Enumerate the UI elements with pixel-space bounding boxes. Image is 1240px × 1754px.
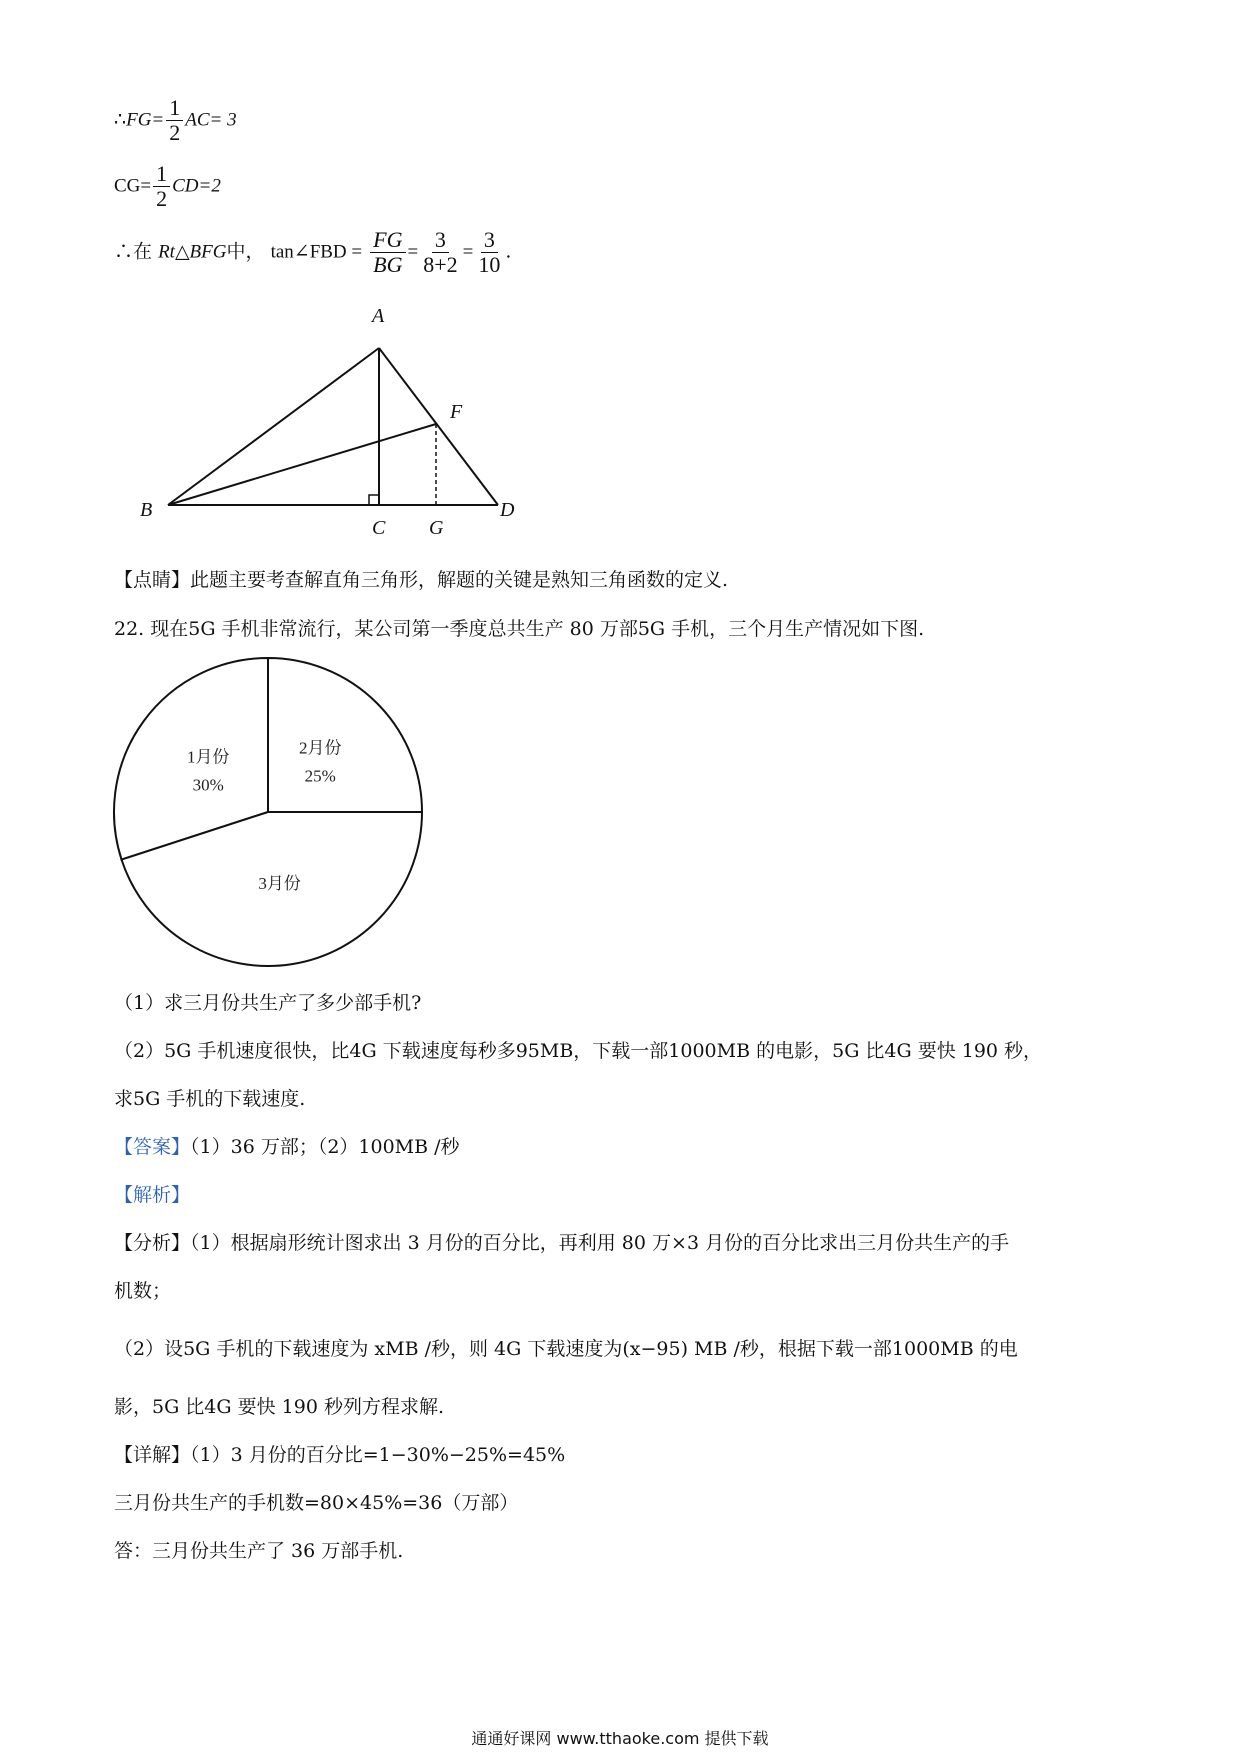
tan-function: tan∠FBD =: [270, 241, 363, 263]
fenxi-line4: 影，5G 比4G 要快 190 秒列方程求解.: [114, 1396, 444, 1418]
label-g: G: [429, 517, 444, 539]
label-c: C: [372, 517, 386, 539]
label-d: D: [500, 499, 515, 521]
xiangjie-line3: 答：三月份共生产了 36 万部手机.: [114, 1540, 404, 1562]
dianjing-text: 此题主要考查解直角三角形，解题的关键是熟知三角函数的定义.: [190, 569, 729, 591]
tan-equation: ∴在 Rt△BFG中， tan∠FBD = $\frac{FG}{BG}$ = $\frac{3}{8+2}$ = $\frac{3}{10}$ .: [114, 227, 512, 277]
label-a: A: [372, 305, 385, 327]
right-angle-mark: [369, 495, 379, 505]
triangle-name: Rt△BFG: [158, 241, 227, 263]
fg-rhs: AC= 3: [185, 109, 237, 131]
dianjing-tag: 【点睛】: [114, 569, 191, 591]
pie-slice: [268, 658, 422, 812]
fenxi-line3: （2）设5G 手机的下载速度为 xMB /秒，则 4G 下载速度为(x−95) MB /秒，根据下载一部1000MB 的电: [114, 1338, 1018, 1360]
fenxi-line1: 【分析】（1）根据扇形统计图求出 3 月份的百分比，再利用 80 万×3 月份的百分比求出三月份共生产的手: [114, 1232, 1010, 1254]
pie-slice-percent: 25%: [304, 766, 336, 786]
answer-line: [114, 1132, 460, 1159]
triangle-figure: [120, 300, 540, 550]
question-22-stem: 22. 现在5G 手机非常流行，某公司第一季度总共生产 80 万部5G 手机，三个月生产情况如下图.: [114, 618, 925, 640]
side-ad: [379, 348, 498, 505]
label-b: B: [140, 499, 153, 521]
half-fraction: $\frac{1}{2}$: [153, 162, 170, 211]
cg-rhs: CD=2: [172, 175, 221, 197]
therefore-symbol: ∴: [114, 108, 127, 131]
question-22-part2-line1: （2）5G 手机速度很快，比4G 下载速度每秒多95MB，下载一部1000MB 的电影，5G 比4G 要快 190 秒，: [114, 1040, 1043, 1062]
xiangjie-line1: 【详解】（1）3 月份的百分比=1−30%−25%=45%: [114, 1444, 566, 1466]
fenxi-line2: 机数；: [114, 1280, 172, 1302]
side-ab: [168, 348, 379, 505]
question-22-part1: （1）求三月份共生产了多少部手机?: [114, 992, 422, 1014]
question-22-part2-line2: 求5G 手机的下载速度.: [114, 1088, 306, 1110]
pie-chart: [108, 652, 428, 972]
page-footer: 通通好课网 www.tthaoke.com 提供下载: [471, 1729, 769, 1748]
fenxi-tag: 【分析】: [114, 1232, 191, 1254]
label-f: F: [450, 401, 463, 423]
xiangjie-tag: 【详解】: [114, 1444, 191, 1466]
pie-slice-label: 3月份: [258, 874, 301, 894]
pie-slice-label: 2月份: [299, 738, 342, 758]
answer-text: （1）36 万部；（2）100MB /秒: [190, 1136, 460, 1158]
segment-bf: [168, 424, 436, 505]
jiexi-tag: 【解析】: [114, 1184, 191, 1206]
answer-tag: 【答案】: [114, 1136, 191, 1158]
pie-slice-percent: 30%: [192, 775, 224, 795]
fg-equation: [114, 96, 237, 145]
xiangjie-line2: 三月份共生产的手机数=80×45%=36（万部）: [114, 1492, 519, 1514]
fg-lhs: FG=: [126, 109, 165, 131]
cg-lhs: CG=: [114, 175, 152, 197]
half-fraction: $\frac{1}{2}$: [166, 96, 183, 145]
cg-equation: [114, 162, 221, 211]
dianjing-line: [114, 565, 728, 592]
pie-slice-label: 1月份: [186, 747, 230, 767]
